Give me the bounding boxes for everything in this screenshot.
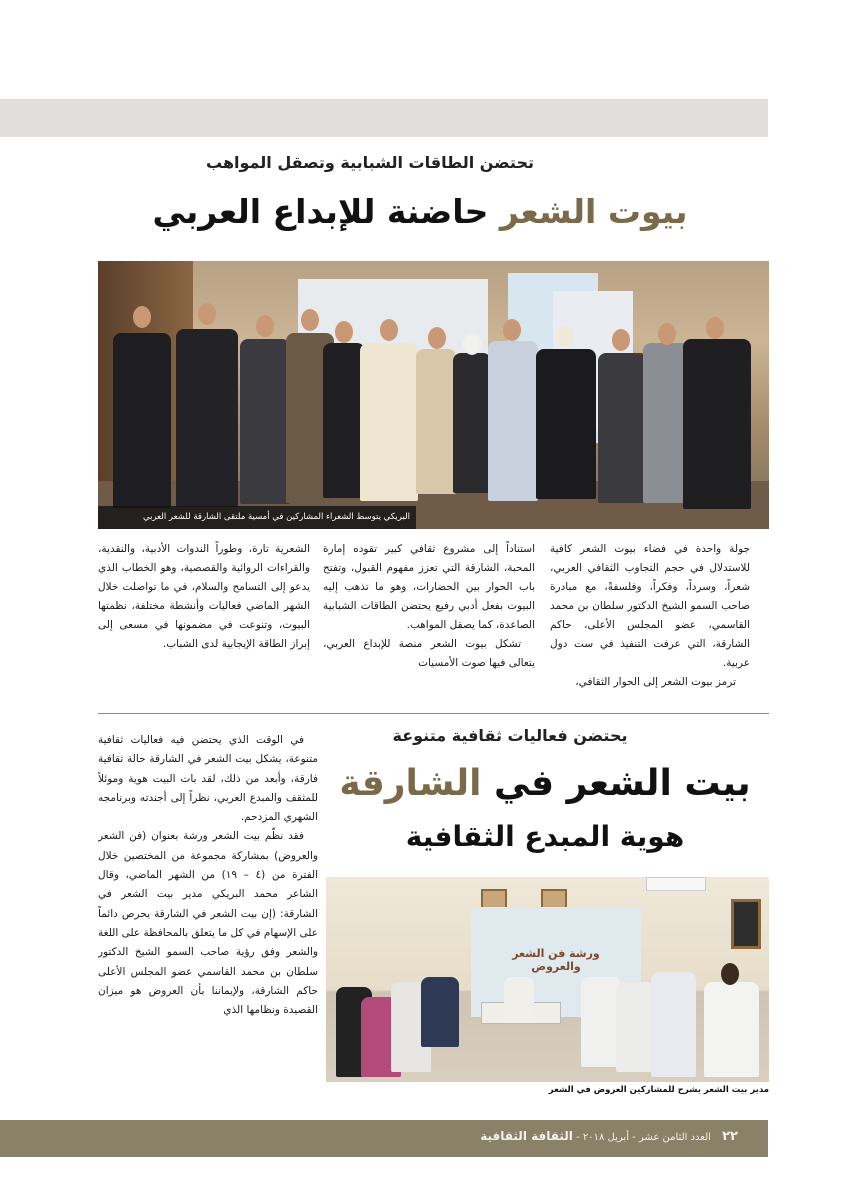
photo-person-head [256,315,274,337]
photo-person [240,339,290,504]
photo-person-head [658,323,676,345]
photo-person-head [198,303,216,325]
photo-person-head [463,333,481,355]
article1-headline-accent: بيوت الشعر [499,192,688,231]
article1-paragraph: استناداً إلى مشروع ثقافي كبير تقوده إمارة المحبة، الشارقة التي تعزز مفهوم القبول، وتفتح باب الحوار بين الحضارات، وهو ما تذهب إليه البيوت بفعل أدبي رفيع يحتضن الطاقات الشبابية الصاعدة، كما يصقل المواهب. [323,543,535,631]
photo-person [176,329,238,507]
photo-person [421,977,459,1047]
photo-person [453,353,491,493]
article1-paragraph: الشعرية تارة، وطوراً الندوات الأدبية، والنقدية، والقراءات الروائية والقصصية، وهو الخطاب الذي يدعو إلى التسامح والسلام، في ما تواصلت خلال الشهر الماضي فعاليات وأنشطة مختلفة، نظمتها البيوت، وتنوعت في مضمونها في مسعى إلى إبراز الطاقة الإيجابية لدى الشباب. [98,543,310,650]
workshop-photo [326,877,769,1082]
group-photo [98,261,769,529]
photo-air-conditioner [646,877,706,891]
photo-person [504,977,534,1017]
photo-person-head [380,319,398,341]
article1-column-middle [323,540,535,690]
article2-headline-rest: بيت الشعر في [494,763,751,804]
photo-person-head [556,325,574,347]
photo-person [651,972,696,1077]
photo-person [616,982,656,1072]
page-footer [0,1120,768,1157]
article1-paragraph: جولة واحدة في فضاء بيوت الشعر كافية للاستدلال في حجم التجاوب الثقافي العربي، شعراً، وسرداً، وفكراً، وفلسفةً، مع مبادرة صاحب السمو الشيخ الدكتور سلطان بن محمد القاسمي، عضو المجلس الأعلى، حاكم الشارقة، التي عرفت التنفيذ في ست دول عربية. [550,543,750,669]
photo-person [416,349,456,494]
photo-person [536,349,596,499]
photo-person-head [133,306,151,328]
article1-column-left [98,540,310,690]
article2-column [98,731,318,1086]
workshop-banner-text: ورشة فن الشعر والعروض [512,947,600,973]
top-band [0,99,768,137]
photo-person-head [301,309,319,331]
photo-person [323,343,365,498]
photo-person-head [335,321,353,343]
workshop-photo-caption: مدير بيت الشعر يشرح للمشاركين العروض في الشعر [548,1085,769,1095]
article2-headline-accent: الشارقة [339,763,482,804]
section-divider [98,713,769,714]
photo-person [704,982,759,1077]
footer-text [480,1129,738,1144]
article1-paragraph: ترمز بيوت الشعر إلى الحوار الثقافي، [575,676,736,688]
article2-paragraph: فقد نظّم بيت الشعر ورشة بعنوان (فن الشعر والعروض) بمشاركة مجموعة من المختصين خلال الفترة من (٤ – ١٩) من الشهر الماضي، وقال الشاعر محمد البريكي مدير بيت الشعر في الشارقة: (إن بيت الشعر في الشارقة يحرص دائماً على الإسهام في كل ما يتعلق بالمحافظة على اللغة والشعر وفق رؤية صاحب السمو الشيخ الدكتور سلطان بن محمد القاسمي عضو المجلس الأعلى حاكم الشارقة، ولإيماننا بأن العروض هو ميزان القصيدة ونظامها الذي [98,830,318,1017]
photo-person [598,353,648,503]
photo-person-head [612,329,630,351]
photo-person [113,333,171,508]
footer-issue: العدد الثامن عشر - أبريل ٢٠١٨ - [576,1132,711,1143]
photo-wall-frame [731,899,761,949]
photo-person [488,341,538,501]
article2-kicker: يحتضن فعاليات ثقافية متنوعة [392,726,628,745]
magazine-logo: الثقافة الثقافية [480,1129,573,1143]
photo-person-head [428,327,446,349]
photo-person [360,343,418,501]
photo-person [581,977,621,1067]
article1-kicker: تحتضن الطاقات الشبابية وتصقل المواهب [206,153,534,172]
photo-person-head [706,317,724,339]
article1-paragraph: تشكل بيوت الشعر منصة للإبداع العربي، يتعالى فيها صوت الأمسيات [323,638,535,669]
photo-person-head [721,963,739,985]
page-number: ٢٢ [722,1129,738,1144]
photo-person [683,339,751,509]
photo-person-head [503,319,521,341]
article2-paragraph: في الوقت الذي يحتضن فيه فعاليات ثقافية متنوعة، يشكل بيت الشعر في الشارقة حالة ثقافية فارقة، وأبعد من ذلك، لقد بات البيت هوية وموئلاً للمثقف والمبدع العربي، نظراً إلى أجندته وبرنامجه الشهري المزدحم. [98,734,318,824]
group-photo-caption: البريكي يتوسط الشعراء المشاركين في أمسية ملتقى الشارقة للشعر العربي [98,506,416,529]
article1-headline-rest: حاضنة للإبداع العربي [152,192,489,231]
article1-headline [120,192,720,231]
article2-headline [325,763,765,804]
article2-subheadline: هوية المبدع الثقافية [405,820,685,853]
article1-column-right [550,540,750,690]
